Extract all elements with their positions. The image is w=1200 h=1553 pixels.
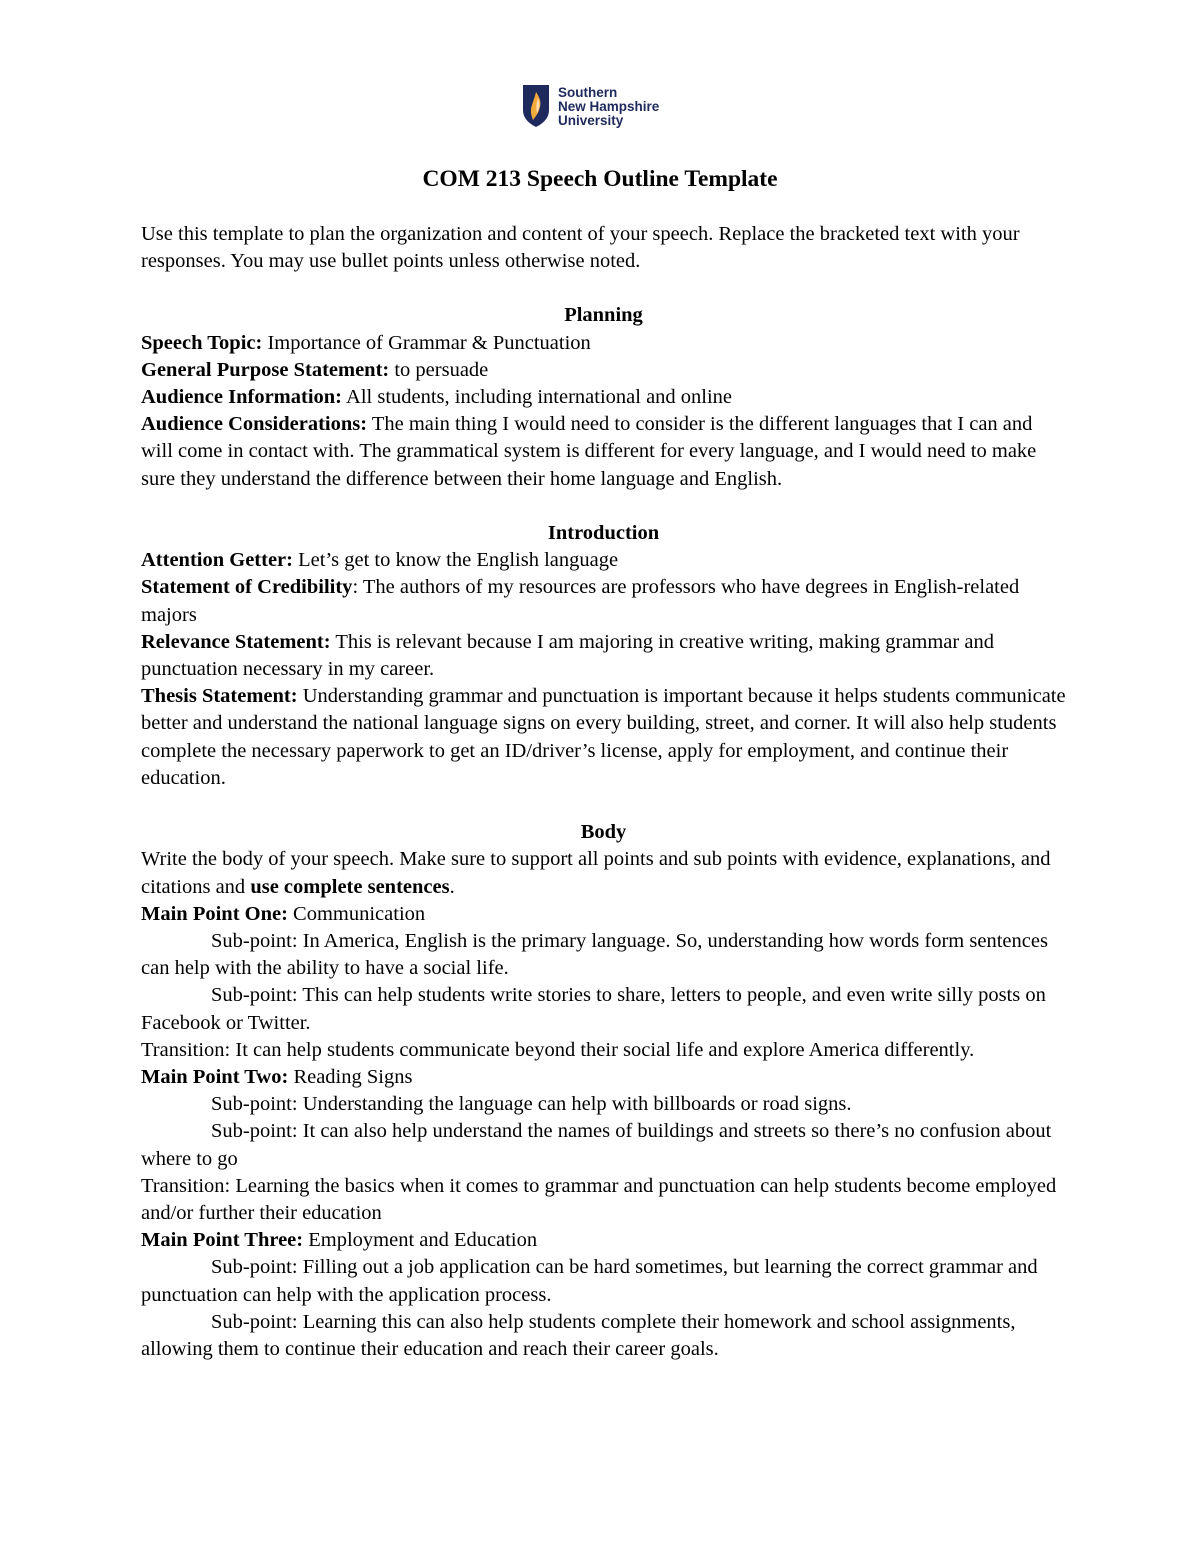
thesis-statement [141,683,1066,792]
audience-information [141,384,1066,411]
general-purpose [141,357,1066,384]
attention-getter-value: Let’s get to know the English language [298,549,619,572]
main-point-one-subpoint-2: Sub-point: This can help students write stories to share, letters to people, and even write silly posts on Facebook or Twitter. [141,984,1046,1034]
document-body [141,221,1066,1363]
shield-flame-icon [522,84,550,128]
intro-paragraph: Use this template to plan the organization and content of your speech. Replace the bracketed text with your responses. You may use bullet points unless otherwise noted. [141,223,1020,273]
credibility-label: Statement of Credibility [141,576,353,599]
main-point-three-subpoint-1: Sub-point: Filling out a job application can be hard sometimes, but learning the correct grammar and punctuation can help with the application process. [141,1256,1038,1306]
main-point-two-label: Main Point Two: [141,1066,289,1089]
main-point-three [141,1227,1066,1254]
logo-wordmark [558,84,659,128]
main-point-two-value: Reading Signs [293,1066,413,1089]
general-purpose-value: to persuade [394,358,489,381]
main-point-one [141,901,1066,928]
body-heading: Body [580,821,627,844]
speech-topic-label: Speech Topic: [141,331,263,354]
transition-1: Transition: It can help students communicate beyond their social life and explore America differently. [141,1038,975,1061]
logo-line-2: New Hampshire [558,99,660,114]
logo-line-1: Southern [558,85,618,100]
transition-2: Transition: Learning the basics when it comes to grammar and punctuation can help students become employed and/or further their education [141,1174,1057,1225]
credibility-statement [141,574,1066,628]
attention-getter-label: Attention Getter: [141,549,293,572]
body-instructions-bold: use complete sentences [250,875,450,898]
attention-getter [141,547,1066,574]
relevance-label: Relevance Statement: [141,630,331,653]
audience-considerations-label: Audience Considerations: [141,413,368,436]
main-point-one-label: Main Point One: [141,902,288,925]
general-purpose-label: General Purpose Statement: [141,358,390,381]
relevance-statement [141,629,1066,683]
body-instructions-end: . [449,875,455,898]
audience-information-label: Audience Information: [141,386,343,409]
university-logo [522,84,682,132]
credibility-value: : The authors of my resources are professors who have degrees in English-related majors [141,576,1020,626]
audience-information-value: All students, including international and online [346,386,733,409]
main-point-three-value: Employment and Education [308,1229,538,1252]
main-point-one-subpoint-1: Sub-point: In America, English is the primary language. So, understanding how words form sentences can help with the ability to have a social life. [141,930,1048,980]
main-point-two-subpoint-2: Sub-point: It can also help understand the names of buildings and streets so there’s no confusion about where to go [141,1120,1052,1170]
thesis-value: Understanding grammar and punctuation is important because it helps students communicate better and understand the national language signs on every building, street, and corner. It will also help students complete the necessary paperwork to get an ID/driver’s license, apply for employment, and continue their education. [141,685,1066,789]
body-instructions [141,846,1066,900]
speech-topic [141,330,1066,357]
main-point-three-label: Main Point Three: [141,1229,304,1252]
spacer [141,792,1066,819]
audience-considerations [141,411,1066,493]
main-point-two-subpoint-1: Sub-point: Understanding the language can help with billboards or road signs. [211,1093,852,1116]
speech-topic-value: Importance of Grammar & Punctuation [267,331,591,354]
main-point-two [141,1064,1066,1091]
relevance-value: This is relevant because I am majoring in creative writing, making grammar and punctuation necessary in my career. [141,630,994,681]
logo-line-3: University [558,113,624,128]
audience-considerations-value: The main thing I would need to consider is the different languages that I can and will come in contact with. The grammatical system is different for every language, and I would need to make sure they understand the difference between their home language and English. [141,413,1037,490]
introduction-heading: Introduction [547,522,660,545]
thesis-label: Thesis Statement: [141,685,298,708]
planning-heading: Planning [564,304,643,327]
document-title: COM 213 Speech Outline Template [422,166,778,192]
main-point-three-subpoint-2: Sub-point: Learning this can also help students complete their homework and school assignments, allowing them to continue their education and reach their career goals. [141,1310,1016,1361]
body-instructions-text: Write the body of your speech. Make sure to support all points and sub points with evidence, explanations, and citations and [141,848,1051,898]
main-point-one-value: Communication [293,902,426,925]
spacer [141,493,1066,520]
